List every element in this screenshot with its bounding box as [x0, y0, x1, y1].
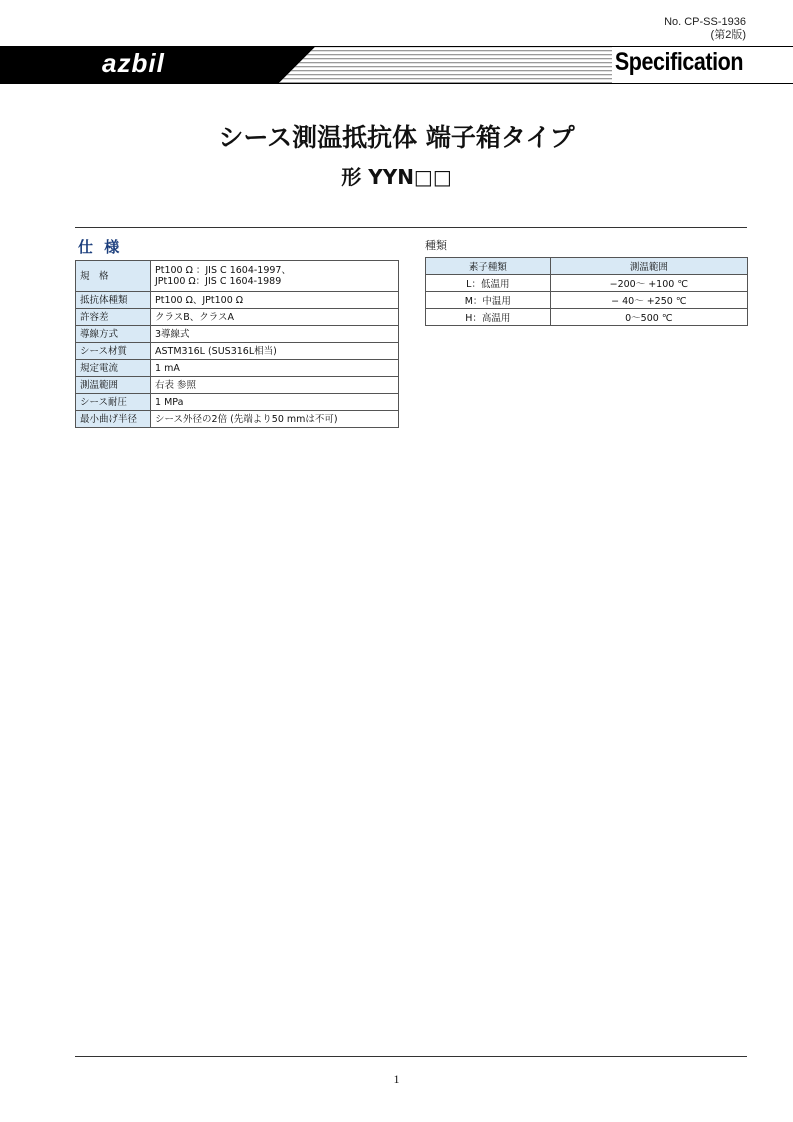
table-row: [76, 360, 399, 377]
kind-heading: 種類: [425, 239, 447, 252]
range-cell: − 40～ +250 ℃: [550, 292, 747, 309]
edition: (第2版): [710, 29, 746, 41]
column-header-element-type: 素子種類: [426, 258, 551, 275]
table-row: [76, 394, 399, 411]
spec-value: [151, 261, 399, 292]
table-row: [76, 309, 399, 326]
element-type-cell: M：中温用: [426, 292, 551, 309]
document-number: No. CP-SS-1936: [664, 16, 746, 28]
table-row: [76, 292, 399, 309]
spec-label: シース材質: [76, 343, 151, 360]
table-row: [426, 275, 748, 292]
table-row: [426, 292, 748, 309]
kind-table: [425, 257, 748, 326]
spec-value: Pt100 Ω、JPt100 Ω: [151, 292, 399, 309]
column-header-range: 測温範囲: [550, 258, 747, 275]
spec-label: 導線方式: [76, 326, 151, 343]
spec-value: シース外径の2倍 (先端より50 mmは不可): [151, 411, 399, 428]
spec-value: 右表 参照: [151, 377, 399, 394]
spec-heading: 仕 様: [78, 238, 123, 256]
spec-value: 1 mA: [151, 360, 399, 377]
spec-value: クラスB、クラスA: [151, 309, 399, 326]
spec-label: 測温範囲: [76, 377, 151, 394]
spec-value: 3導線式: [151, 326, 399, 343]
spec-value-line: JPt100 Ω：JIS C 1604-1989: [155, 276, 282, 287]
table-header-row: [426, 258, 748, 275]
model-number: 形 YYN□□: [341, 165, 452, 189]
element-type-cell: L：低温用: [426, 275, 551, 292]
document-number-block: [664, 16, 746, 42]
table-row: [76, 377, 399, 394]
spec-label: 抵抗体種類: [76, 292, 151, 309]
spec-label: 許容差: [76, 309, 151, 326]
spec-label: シース耐圧: [76, 394, 151, 411]
spec-value: 1 MPa: [151, 394, 399, 411]
table-row: [426, 309, 748, 326]
spec-label: 最小曲げ半径: [76, 411, 151, 428]
page-number: 1: [393, 1072, 400, 1086]
element-type-cell: H：高温用: [426, 309, 551, 326]
page-title: シース測温抵抗体 端子箱タイプ: [218, 123, 575, 152]
spec-label: 規 格: [76, 261, 151, 292]
spec-label: 規定電流: [76, 360, 151, 377]
specification-label: Specification: [614, 48, 743, 76]
table-row: [76, 343, 399, 360]
table-row: [76, 411, 399, 428]
table-row: [76, 326, 399, 343]
spec-table: [75, 260, 399, 428]
top-divider: [75, 227, 747, 228]
bottom-divider: [75, 1056, 747, 1057]
azbil-logo: azbil: [102, 48, 165, 78]
spec-value-line: Pt100 Ω ：JIS C 1604-1997、: [155, 265, 291, 276]
range-cell: 0～500 ℃: [550, 309, 747, 326]
table-row: [76, 261, 399, 292]
range-cell: −200～ +100 ℃: [550, 275, 747, 292]
spec-value: ASTM316L (SUS316L相当): [151, 343, 399, 360]
